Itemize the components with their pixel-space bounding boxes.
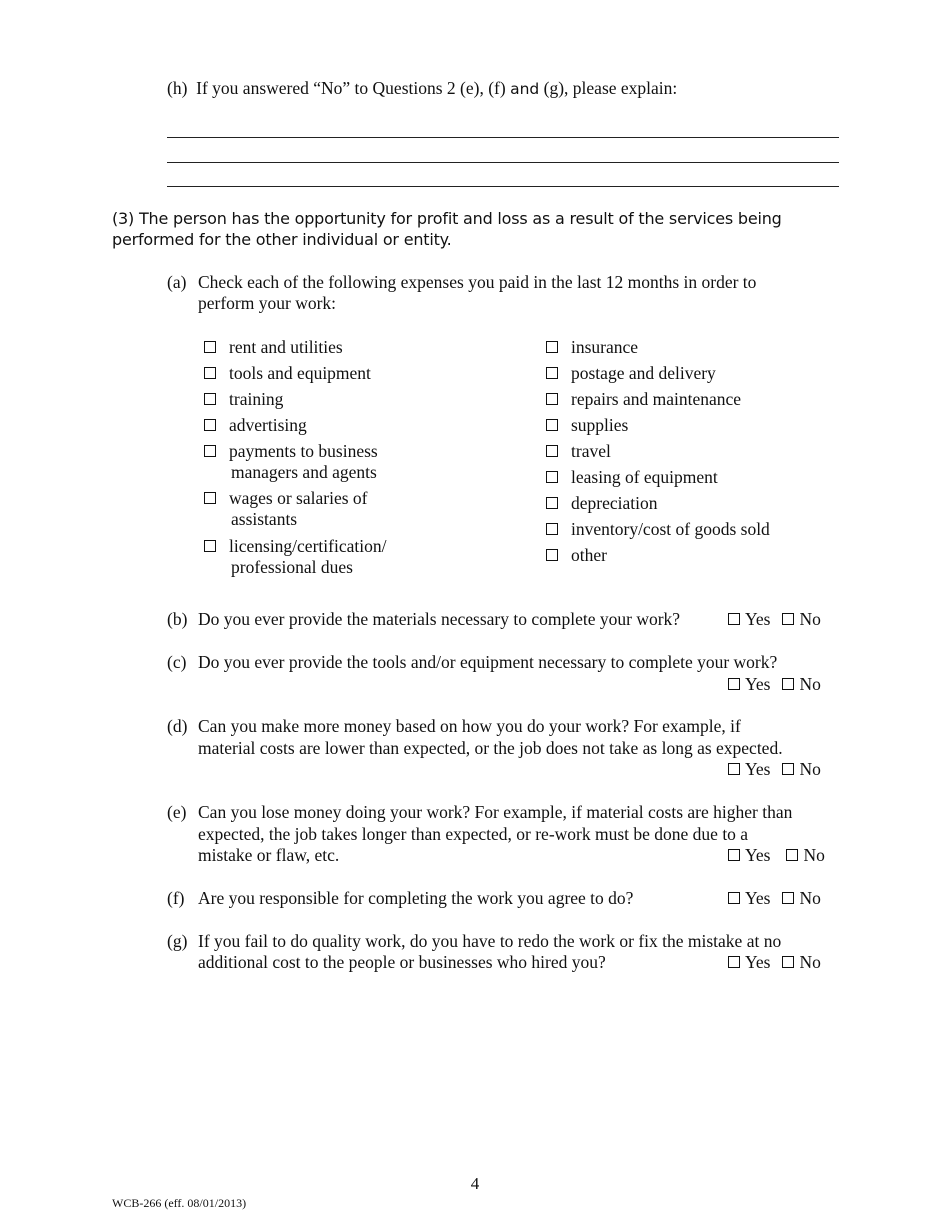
expense-checkbox-licensing[interactable] [204,536,386,578]
checkbox-icon[interactable] [728,892,740,904]
no-label: No [803,845,825,865]
checkbox-icon[interactable] [728,763,740,775]
checkbox-label: licensing/certification/ [229,536,387,556]
checkbox-label: postage and delivery [571,363,716,383]
question-text: Check each of the following expenses you paid in the last 12 months in order to perform your work: [198,272,757,313]
checkbox-icon[interactable] [546,367,558,379]
question-label: (g) [167,931,188,951]
checkbox-icon[interactable] [782,763,794,775]
checkbox-label: depreciation [571,493,658,513]
checkbox-icon[interactable] [204,445,216,457]
checkbox-label: tools and equipment [229,363,371,383]
checkbox-label: rent and utilities [229,337,343,357]
no-label: No [799,674,821,694]
question-text: Are you responsible for completing the work you agree to do? [198,888,634,908]
section-3-heading: (3) The person has the opportunity for profit and loss as a result of the services being performed for the other individual or entity. [112,209,782,249]
yes-no-c [728,674,821,695]
checkbox-icon[interactable] [782,892,794,904]
checkbox-icon[interactable] [546,471,558,483]
checkbox-icon[interactable] [204,540,216,552]
yes-no-f [728,888,821,909]
checkbox-label-continued: professional dues [231,557,353,577]
no-label: No [799,952,821,972]
checkbox-icon[interactable] [782,613,794,625]
no-option[interactable] [786,845,824,865]
checkbox-icon[interactable] [546,445,558,457]
explain-line-2[interactable] [167,162,839,163]
checkbox-icon[interactable] [728,613,740,625]
checkbox-icon[interactable] [546,523,558,535]
no-option[interactable] [782,674,820,694]
expense-checkbox-other[interactable] [546,545,607,566]
question-text-and: and [510,80,540,98]
question-text-line3: mistake or flaw, etc. [198,845,340,865]
yes-label: Yes [745,952,771,972]
checkbox-icon[interactable] [546,549,558,561]
expense-checkbox-travel[interactable] [546,441,611,462]
expense-checkbox-leasing[interactable] [546,467,718,488]
checkbox-icon[interactable] [204,367,216,379]
checkbox-icon[interactable] [204,492,216,504]
checkbox-label: inventory/cost of goods sold [571,519,770,539]
explain-line-3[interactable] [167,186,839,187]
expense-checkbox-training[interactable] [204,389,283,410]
yes-option[interactable] [728,609,770,629]
yes-no-d [728,759,821,780]
yes-label: Yes [745,759,771,779]
question-text-line2: material costs are lower than expected, or the job does not take as long as expected. [198,738,783,758]
expense-checkbox-insurance[interactable] [546,337,638,358]
checkbox-icon[interactable] [546,419,558,431]
yes-label: Yes [745,888,771,908]
checkbox-label-continued: managers and agents [231,462,377,482]
explain-line-1[interactable] [167,137,839,138]
checkbox-label: insurance [571,337,639,357]
checkbox-label-continued: assistants [231,509,298,529]
expense-checkbox-tools[interactable] [204,363,371,384]
question-text: (g), please explain: [543,78,678,98]
checkbox-icon[interactable] [782,678,794,690]
checkbox-label: wages or salaries of [229,488,368,508]
yes-option[interactable] [728,845,770,865]
checkbox-label: travel [571,441,611,461]
expense-checkbox-repairs[interactable] [546,389,741,410]
checkbox-icon[interactable] [728,849,740,861]
question-text: Can you lose money doing your work? For example, if material costs are higher than [198,802,793,822]
expense-checkbox-supplies[interactable] [546,415,628,436]
checkbox-label: advertising [229,415,307,435]
checkbox-icon[interactable] [204,419,216,431]
question-label: (f) [167,888,185,908]
checkbox-icon[interactable] [204,393,216,405]
page-number: 4 [470,1174,480,1193]
question-label: (d) [167,716,188,736]
question-text: Do you ever provide the materials necessary to complete your work? [198,609,681,629]
question-text: Do you ever provide the tools and/or equipment necessary to complete your work? [198,652,778,672]
expense-checkbox-depreciation[interactable] [546,493,657,514]
checkbox-icon[interactable] [728,678,740,690]
question-label: (a) [167,272,187,292]
yes-label: Yes [745,674,771,694]
checkbox-label: supplies [571,415,629,435]
question-label: (h) [167,78,188,98]
checkbox-icon[interactable] [728,956,740,968]
yes-no-g [728,952,821,973]
yes-no-e [728,845,825,866]
yes-no-b [728,609,821,630]
no-option[interactable] [782,952,820,972]
yes-label: Yes [745,845,771,865]
checkbox-label: training [229,389,284,409]
expense-checkbox-payments[interactable] [204,441,378,483]
checkbox-icon[interactable] [546,341,558,353]
yes-option[interactable] [728,759,770,779]
yes-option[interactable] [728,952,770,972]
expense-checkbox-postage[interactable] [546,363,716,384]
checkbox-icon[interactable] [782,956,794,968]
checkbox-label: other [571,545,607,565]
yes-label: Yes [745,609,771,629]
yes-option[interactable] [728,674,770,694]
question-label: (c) [167,652,187,672]
no-option[interactable] [782,609,820,629]
question-h [167,78,677,100]
checkbox-icon[interactable] [204,341,216,353]
no-label: No [799,888,821,908]
no-label: No [799,609,821,629]
question-label: (b) [167,609,188,629]
question-label: (e) [167,802,187,822]
form-id: WCB-266 (eff. 08/01/2013) [112,1196,247,1210]
no-option[interactable] [782,759,820,779]
checkbox-label: repairs and maintenance [571,389,742,409]
yes-option[interactable] [728,888,770,908]
checkbox-icon[interactable] [546,393,558,405]
checkbox-icon[interactable] [546,497,558,509]
question-text: If you fail to do quality work, do you have to redo the work or fix the mistake at no [198,931,782,951]
expense-checkbox-rent[interactable] [204,337,343,358]
question-text-line2: expected, the job takes longer than expected, or re-work must be done due to a [198,824,749,844]
no-label: No [799,759,821,779]
expense-checkbox-inventory[interactable] [546,519,770,540]
checkbox-label: payments to business [229,441,378,461]
expense-checkbox-wages[interactable] [204,488,368,530]
question-text-line2: additional cost to the people or businesses who hired you? [198,952,606,972]
no-option[interactable] [782,888,820,908]
checkbox-label: leasing of equipment [571,467,718,487]
question-text: If you answered “No” to Questions 2 (e), (f) [196,78,506,98]
expense-checkbox-advertising[interactable] [204,415,307,436]
question-text: Can you make more money based on how you do your work? For example, if [198,716,741,736]
checkbox-icon[interactable] [786,849,798,861]
